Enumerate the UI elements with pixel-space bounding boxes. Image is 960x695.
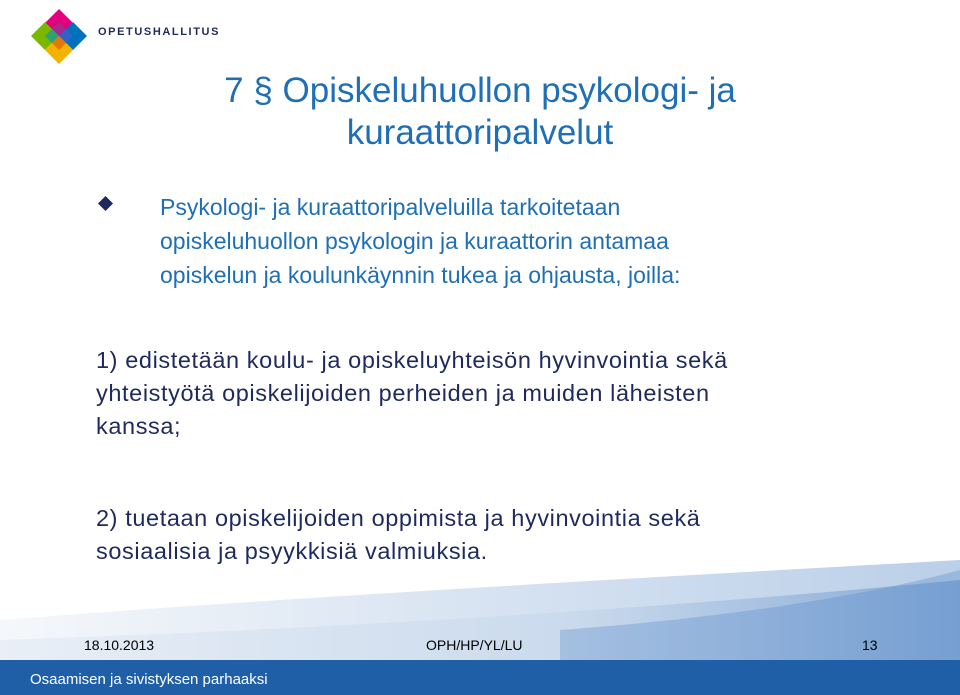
paragraph-1 xyxy=(96,344,876,443)
paragraph-line: 2) tuetaan opiskelijoiden oppimista ja hyvinvointia sekä xyxy=(96,505,701,531)
paragraph-line: kanssa; xyxy=(96,413,182,439)
paragraph-2 xyxy=(96,502,876,568)
paragraph-line: yhteistyötä opiskelijoiden perheiden ja muiden läheisten xyxy=(96,380,710,406)
diamond-bullet-icon xyxy=(98,196,113,211)
bullet-line: opiskelun ja koulunkäynnin tukea ja ohjausta, joilla: xyxy=(160,262,681,288)
bullet-line: Psykologi- ja kuraattoripalveluilla tarkoitetaan xyxy=(160,194,621,220)
slide-title xyxy=(160,70,800,154)
slide-title-line: kuraattoripalvelut xyxy=(346,113,614,152)
bullet-text xyxy=(160,190,850,292)
footer-date: 18.10.2013 xyxy=(84,637,155,653)
footer-code: OPH/HP/YL/LU xyxy=(426,637,523,653)
slide-title-line: 7 § Opiskeluhuollon psykologi- ja xyxy=(224,71,736,110)
paragraph-line: 1) edistetään koulu- ja opiskeluyhteisön hyvinvointia sekä xyxy=(96,347,728,373)
diamond-logo-icon xyxy=(30,8,88,64)
paragraph-line: sosiaalisia ja psyykkisiä valmiuksia. xyxy=(96,538,488,564)
footer-tagline: Osaamisen ja sivistyksen parhaaksi xyxy=(30,671,268,688)
page-number: 13 xyxy=(862,637,878,653)
org-name: OPETUSHALLITUS xyxy=(98,26,221,38)
bullet-line: opiskeluhuollon psykologin ja kuraattorin antamaa xyxy=(160,228,669,254)
